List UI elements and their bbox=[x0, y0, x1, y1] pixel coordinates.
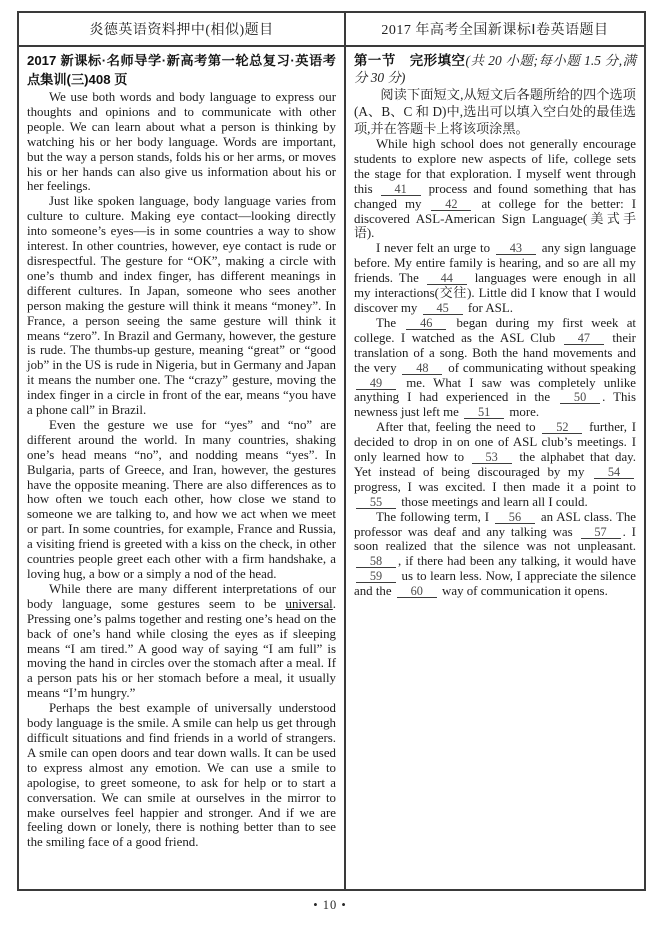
body-language-passage bbox=[27, 90, 336, 850]
cloze-blank-46: 46 bbox=[406, 317, 446, 330]
cloze-blank-41: 41 bbox=[381, 183, 421, 196]
passage-paragraph: While there are many different interpretations of our body language, some gestures seem to be universal. Pressing one’s palms together and resting one’s head on the back of one’s hand while closing the eyes as if sleeping means “I am tired.” A good way of saying “I am full” is moving the hand in circles over the stomach after a meal. If a person pats his or her stomach before a meal, it usually means “I’m hungry.” bbox=[27, 581, 336, 701]
cloze-blank-48: 48 bbox=[402, 362, 442, 375]
cloze-blank-56: 56 bbox=[495, 511, 535, 524]
passage-paragraph: While high school does not generally encourage students to explore new aspects of life, college sets the stage for that exploration. I myself went through this 41 process and found something that has changed my 42 at college for the better: I discovered ASL-American Sign Language(美式手语). bbox=[354, 137, 636, 241]
page-number: • 10 • bbox=[313, 898, 347, 912]
cloze-blank-44: 44 bbox=[427, 272, 467, 285]
passage-paragraph: Just like spoken language, body language varies from culture to culture. Making eye contact—looking directly into someone’s eyes—is in some countries a way to show interest. In other countries, however, eye contact is rude or disrespectful. The gesture for “OK”, making a circle with one’s thumb and index finger, has different meanings in different cultures. In Japan, someone who sees another person making the gesture will think it means “money”. In France, a person seeing the same gesture will think it means “zero”. In Brazil and Germany, however, the gesture is rude. The thumbs-up gesture, meaning “great” or “good job” in the US is rude in Nigeria, but in Germany and Japan it means the number one. The “crazy” gesture, moving the index finger in a circle in front of the ear, means “you have a phone call” in Brazil. bbox=[27, 194, 336, 418]
cloze-blank-43: 43 bbox=[496, 242, 536, 255]
passage-paragraph: We use both words and body language to express our thoughts and opinions and to communicate with other people. We can learn about what a person is thinking by watching his or her body language. Words are important, but the way a person stands, folds his or her arms, or moves his or her hands can also give us information about his or her feelings. bbox=[27, 90, 336, 194]
cloze-blank-57: 57 bbox=[581, 526, 621, 539]
cloze-blank-52: 52 bbox=[542, 421, 582, 434]
cloze-blank-51: 51 bbox=[464, 406, 504, 419]
section-heading-score-note: (共 20 小题;每小题 1.5 分,满分 30 分) bbox=[354, 53, 637, 85]
left-column-yande-material bbox=[19, 47, 346, 889]
passage-paragraph: Even the gesture we use for “yes” and “no” are different around the world. In many countries, shaking one’s head means “no”, and nodding means “yes”. In Bulgaria, parts of Greece, and Iran, however, the gestures have the opposite meaning. There are also differences as to how often we touch each other, how close we stand to someone we are talking to, and how we act when we meet or part. In some countries, for example, France and Russia, a visiting friend is greeted with a kiss on the check, in other countries people greet each other with a firm handshake, a loving hug, a bow or a simply a nod of the head. bbox=[27, 417, 336, 581]
cloze-blank-59: 59 bbox=[356, 570, 396, 583]
passage-paragraph: After that, feeling the need to 52 further, I decided to drop in on one of ASL club’s meetings. I only learned how to 53 the alphabet that day. Yet instead of being discouraged by my 54 progress, I was excited. I then made it a point to 55 those meetings and learn all I could. bbox=[354, 420, 636, 509]
cloze-blank-53: 53 bbox=[472, 451, 512, 464]
cloze-blank-54: 54 bbox=[594, 466, 634, 479]
cloze-instructions: 阅读下面短文,从短文后各题所给的四个选项(A、B、C 和 D)中,选出可以填入空白处的最佳选项,并在答题卡上将该项涂黑。 bbox=[354, 87, 636, 136]
underlined-word: universal bbox=[285, 596, 333, 611]
passage-paragraph: The 46 began during my first week at college. I watched as the ASL Club 47 their translation of a song. Both the hand movements and the very 48 of communicating without speaking 49 me. What I saw was completely unlike anything I had experienced in the 50 . This newness just left me 51 more. bbox=[354, 315, 636, 420]
cloze-blank-58: 58 bbox=[356, 555, 396, 568]
cloze-blank-55: 55 bbox=[356, 496, 396, 509]
passage-paragraph: I never felt an urge to 43 any sign language before. My entire family is hearing, and so are all my friends. The 44 languages were enough in all my interactions(交往). Little did I know that I would discover my 45 for ASL. bbox=[354, 241, 636, 315]
source-reference-title: 2017 新课标·名师导学·新高考第一轮总复习·英语考点集训(三)408 页 bbox=[27, 53, 336, 87]
header-cell-gaokao-title: 2017 年高考全国新课标Ⅰ卷英语题目 bbox=[381, 23, 609, 38]
cloze-passage bbox=[354, 137, 636, 599]
section-heading bbox=[354, 52, 636, 86]
cloze-blank-60: 60 bbox=[397, 585, 437, 598]
right-column-gaokao-question bbox=[346, 47, 644, 889]
comparison-table bbox=[17, 11, 646, 891]
table-header-row bbox=[19, 13, 644, 47]
cloze-blank-50: 50 bbox=[560, 391, 600, 404]
passage-paragraph: Perhaps the best example of universally understood body language is the smile. A smile can help us get through difficult situations and find friends in a world of strangers. A smile can open doors and tear down walls. It can be used to express almost any emotion. We can use a smile to apologise, to greet someone, to ask for help or to start a conversation. We can smile at ourselves in the mirror to make ourselves feel happier and stronger. And if we are feeling down or lonely, there is nothing better than to see the smiling face of a good friend. bbox=[27, 701, 336, 850]
passage-paragraph: The following term, I 56 an ASL class. The professor was deaf and any talking was 57 . I soon realized that the silence was not unpleasant. 58 , if there had been any talking, it would have 59 us to learn less. Now, I appreciate the silence and the 60 way of communication it opens. bbox=[354, 509, 637, 599]
cloze-blank-47: 47 bbox=[564, 332, 604, 345]
section-heading-title: 第一节 完形填空 bbox=[354, 53, 466, 68]
table-body-row bbox=[19, 47, 644, 889]
cloze-blank-42: 42 bbox=[431, 198, 471, 211]
cloze-blank-45: 45 bbox=[423, 302, 463, 315]
cloze-blank-49: 49 bbox=[356, 377, 396, 390]
header-cell-yande-title: 炎德英语资料押中(相似)题目 bbox=[19, 13, 346, 45]
